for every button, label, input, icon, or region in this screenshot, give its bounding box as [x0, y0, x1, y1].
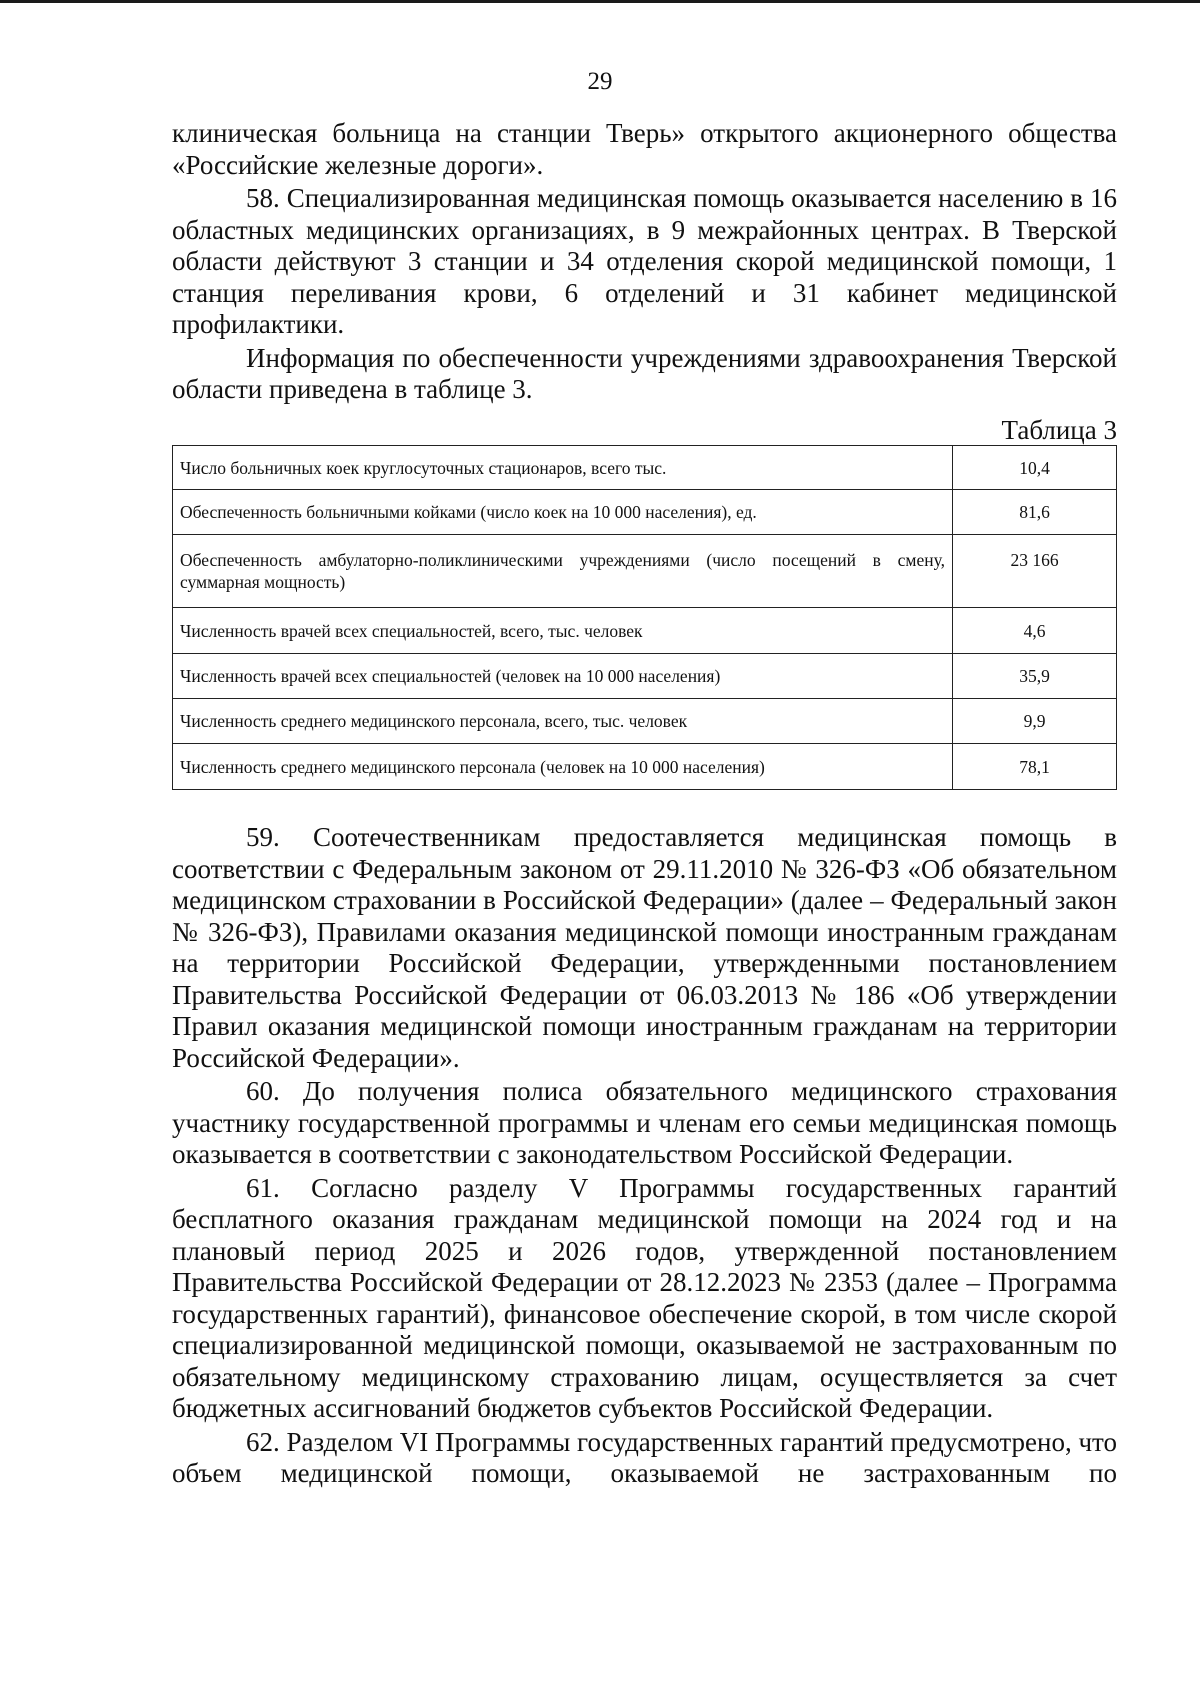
paragraph-62: 62. Разделом VI Программы государственных гарантий предусмотрено, что объем медицинской помощи, оказываемой не застрахованным по: [172, 1426, 1117, 1488]
paragraph-table-intro: Информация по обеспеченности учреждениями здравоохранения Тверской области приведена в таблице 3.: [172, 342, 1117, 404]
healthcare-stats-table: [172, 445, 1117, 790]
row-label: Обеспеченность амбулаторно-поликлиническими учреждениями (число посещений в смену, суммарная мощность): [173, 535, 953, 608]
paragraphs-top: [172, 118, 1117, 406]
paragraph-61: 61. Согласно разделу V Программы государственных гарантий бесплатного оказания гражданам медицинской помощи на 2024 год и на плановый период 2025 и 2026 годов, утвержденной постановлением Правительства Российской Федерации от 28.12.2023 № 2353 (далее – Программа государственных гарантий), финансовое обеспечение скорой, в том числе скорой специализированной медицинской помощи, оказываемой не застрахованным по обязательному медицинскому страхованию лицам, осуществляется за счет бюджетных ассигнований бюджетов субъектов Российской Федерации.: [172, 1172, 1117, 1423]
row-label: Численность среднего медицинского персонала (человек на 10 000 населения): [173, 744, 953, 790]
row-label: Численность врачей всех специальностей, всего, тыс. человек: [173, 608, 953, 654]
paragraph-59: 59. Соотечественникам предоставляется медицинская помощь в соответствии с Федеральным законом от 29.11.2010 № 326-ФЗ «Об обязательном медицинском страховании в Российской Федерации» (далее – Федеральный закон № 326-ФЗ), Правилами оказания медицинской помощи иностранным гражданам на территории Российской Федерации, утвержденными постановлением Правительства Российской Федерации от 06.03.2013 № 186 «Об утверждении Правил оказания медицинской помощи иностранным гражданам на территории Российской Федерации».: [172, 822, 1117, 1073]
paragraph-58: 58. Специализированная медицинская помощь оказывается населению в 16 областных медицинских организациях, в 9 межрайонных центрах. В Тверской области действуют 3 станции и 34 отделения скорой медицинской помощи, 1 станция переливания крови, 6 отделений и 31 кабинет медицинской профилактики.: [172, 183, 1117, 339]
table-row: [173, 699, 1117, 744]
row-value: 23 166: [953, 535, 1117, 608]
paragraph-continuation: клиническая больница на станции Тверь» открытого акционерного общества «Российские железные дороги».: [172, 118, 1117, 180]
row-value: 4,6: [953, 608, 1117, 654]
page-number: 29: [587, 68, 613, 95]
row-value: 9,9: [953, 699, 1117, 744]
table-row: [173, 744, 1117, 790]
row-label: Численность среднего медицинского персонала, всего, тыс. человек: [173, 699, 953, 744]
row-value: 81,6: [953, 490, 1117, 535]
paragraph-60: 60. До получения полиса обязательного медицинского страхования участнику государственной программы и членам его семьи медицинская помощь оказывается в соответствии с законодательством Российской Федерации.: [172, 1076, 1117, 1169]
table-row: [173, 535, 1117, 608]
row-value: 10,4: [953, 446, 1117, 490]
table-row: [173, 446, 1117, 490]
row-label: Обеспеченность больничными койками (число коек на 10 000 населения), ед.: [173, 490, 953, 535]
table-row: [173, 608, 1117, 654]
top-border-line: [0, 0, 1200, 3]
row-value: 35,9: [953, 654, 1117, 699]
row-label: Число больничных коек круглосуточных стационаров, всего тыс.: [173, 446, 953, 490]
row-value: 78,1: [953, 744, 1117, 790]
paragraphs-bottom: [172, 822, 1117, 1490]
table-row: [173, 490, 1117, 535]
table-row: [173, 654, 1117, 699]
row-label: Численность врачей всех специальностей (человек на 10 000 населения): [173, 654, 953, 699]
table-caption: Таблица 3: [1001, 415, 1117, 445]
